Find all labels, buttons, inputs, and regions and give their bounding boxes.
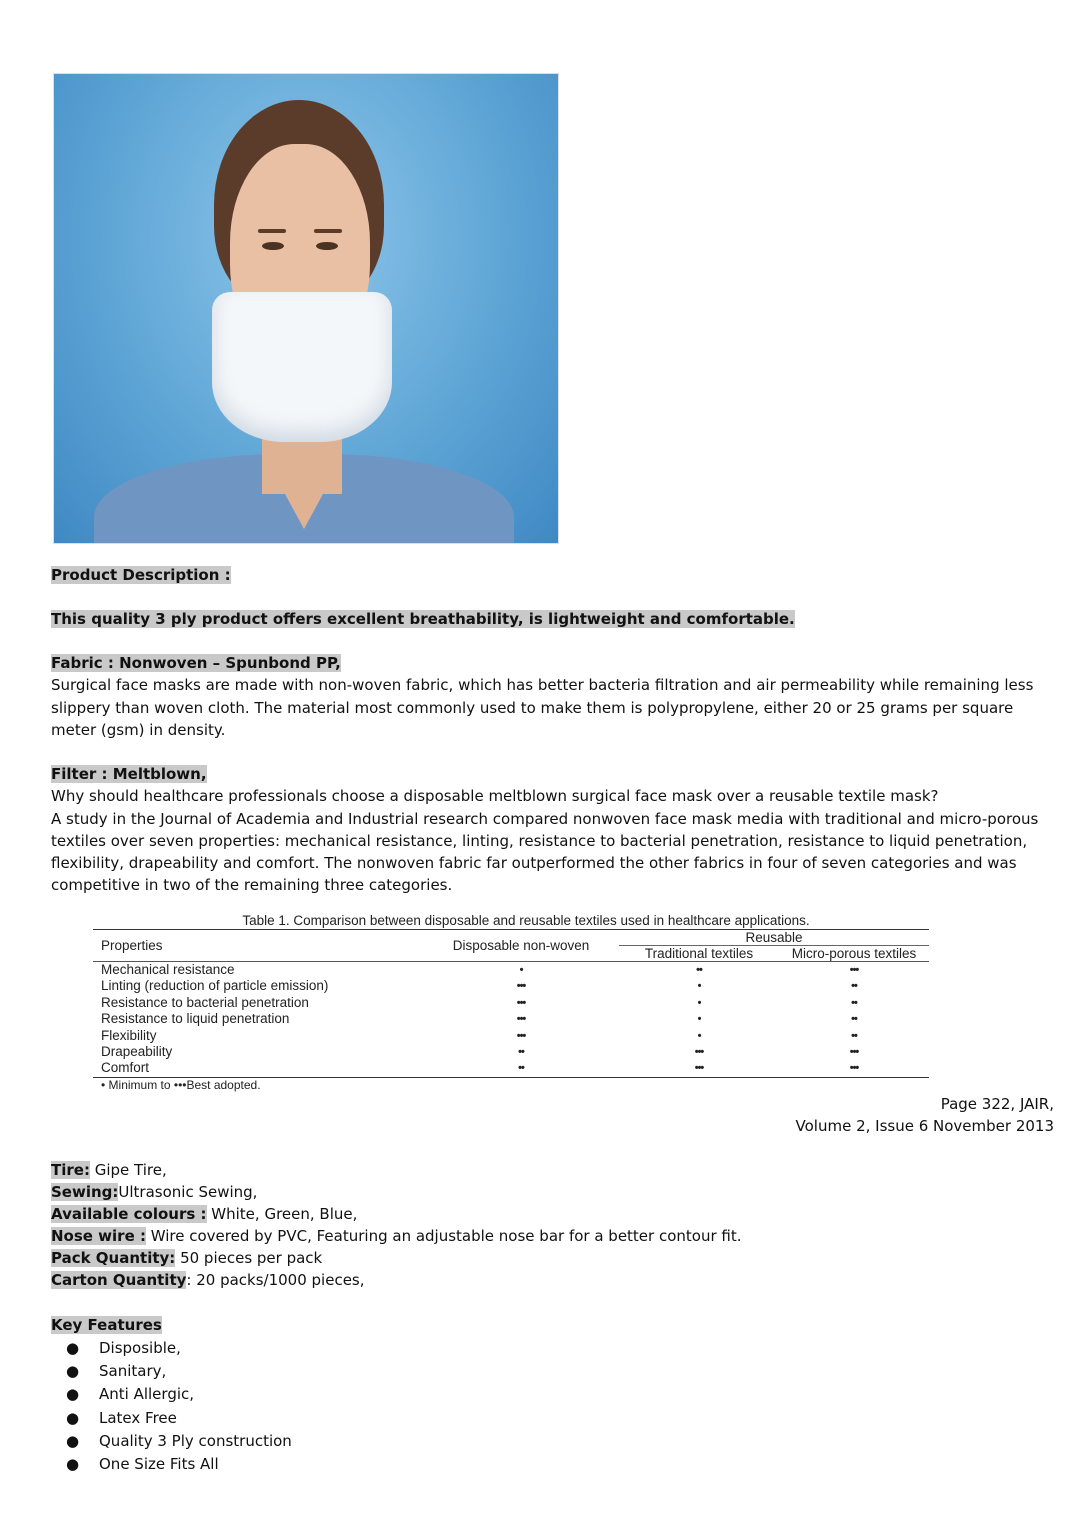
page-ref-line2: Volume 2, Issue 6 November 2013 [795,1117,1054,1136]
filter-question: Why should healthcare professionals choose a disposable meltblown surgical face mask over a reusable textile mask? [51,787,939,806]
product-description-heading: Product Description : [51,566,231,584]
bullet-icon: ● [66,1455,80,1474]
page-reference [796,1093,1054,1138]
product-tagline: This quality 3 ply product offers excellent breathability, is lightweight and comfortable. [51,610,795,628]
list-item: ● Quality 3 Ply construction [51,1430,292,1453]
nose-wire-label: Nose wire : [51,1227,146,1246]
list-item: ● Sanitary, [51,1360,292,1383]
bullet-icon: ● [66,1362,80,1381]
table-caption: Table 1. Comparison between disposable and reusable textiles used in healthcare applications. [242,913,810,928]
carton-quantity-value: : 20 packs/1000 pieces, [186,1271,365,1290]
filter-section [51,763,1051,897]
filter-body: A study in the Journal of Academia and Industrial research compared nonwoven face mask media with traditional and micro-porous textiles over seven properties: mechanical resistance, linting, resistance to bacterial penetration, resistance to liquid penetration, flexibility, drapeability and comfort. The nonwoven fabric far outperformed the other fabrics in four of seven categories and was competitive in two of the remaining three categories. [51,809,1039,895]
bullet-icon: ● [66,1339,80,1357]
table-note: • Minimum to •••Best adopted. [101,1077,261,1092]
bullet-icon: ● [66,1431,80,1450]
pack-quantity-label: Pack Quantity: [51,1249,176,1268]
table-row: Linting (reduction of particle emission) ••• • •• [101,978,857,994]
page-ref-line1: Page 322, JAIR, [940,1095,1054,1113]
table-row: Drapeability •• ••• ••• [101,1044,859,1060]
colours-value: White, Green, Blue, [206,1205,358,1224]
table-row: Resistance to liquid penetration ••• • •• [101,1011,857,1027]
fabric-body: Surgical face masks are made with non-woven fabric, which has better bacteria filtration and air permeability while remaining less slippery than woven cloth. The material most commonly used to make them is polypropylene, either 20 or 25 grams per square meter (gsm) in density. [51,676,1034,739]
table-row: Comfort •• ••• ••• [101,1060,859,1076]
header-disposable: Disposable non-woven [452,938,590,953]
list-item: ● Disposible, [51,1337,292,1360]
face-mask-illustration [212,292,392,442]
specifications [51,1159,1051,1292]
bullet-icon: ● [66,1408,80,1427]
list-item: ● Latex Free [51,1407,292,1430]
colours-label: Available colours : [51,1205,207,1224]
pack-quantity-value: 50 pieces per pack [175,1249,323,1268]
nose-wire-value: Wire covered by PVC, Featuring an adjustable nose bar for a better contour fit. [145,1227,742,1246]
table-row: Mechanical resistance • •• ••• [101,962,859,977]
fabric-section [51,652,1051,741]
tire-value: Gipe Tire, [89,1161,167,1179]
bullet-icon: ● [66,1385,80,1404]
table-row: Flexibility ••• • •• [101,1027,857,1043]
filter-heading: Filter : Meltblown, [51,765,207,783]
sewing-label: Sewing: [51,1183,119,1202]
key-features-list [51,1337,292,1476]
carton-quantity-label: Carton Quantity [51,1271,187,1290]
comparison-table [93,912,929,1092]
header-microporous: Micro-porous textiles [791,946,917,961]
list-item: ● One Size Fits All [51,1453,292,1476]
sewing-value: Ultrasonic Sewing, [118,1183,258,1202]
key-features-heading: Key Features [51,1316,162,1334]
tire-label: Tire: [51,1161,90,1179]
header-reusable: Reusable [619,930,929,946]
list-item: ● Anti Allergic, [51,1383,292,1406]
product-photo [53,73,559,544]
header-traditional: Traditional textiles [644,946,754,961]
table-row: Resistance to bacterial penetration ••• • •• [101,994,857,1010]
fabric-heading: Fabric : Nonwoven – Spunbond PP, [51,654,341,672]
header-properties: Properties [101,938,163,953]
